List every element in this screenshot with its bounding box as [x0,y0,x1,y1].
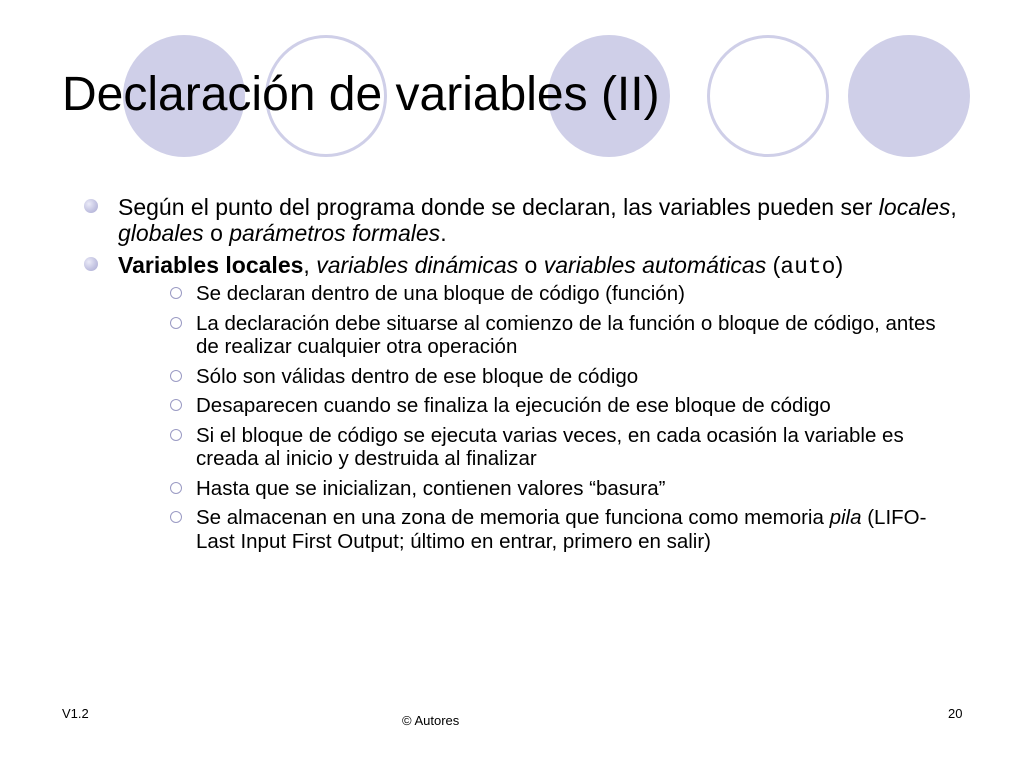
bullet-variable-scope [84,194,964,246]
bullet-dot-icon [84,199,98,213]
text: . [440,220,447,246]
text: ) [835,252,844,278]
ring-bullet-icon [170,370,182,382]
page-number: 20 [948,706,963,721]
bullet-dot-icon [84,257,98,271]
sub-bullet [168,506,964,553]
term-locales: locales [878,194,951,220]
term-pila: pila [829,506,862,529]
ring-bullet-icon [170,317,182,329]
text: , [950,194,957,220]
sub-bullet-list [118,282,964,553]
decorative-ring-4 [707,35,829,157]
sub-bullet [168,424,964,471]
ring-bullet-icon [170,482,182,494]
sub-bullet [168,394,964,418]
text: , [303,252,317,278]
sub-bullet-text: Se almacenan en una zona de memoria que funciona como memoria [196,506,830,529]
footer-version: V1.2 [62,706,89,721]
sub-bullet [168,365,964,389]
term-variables-automaticas: variables automáticas [543,252,767,278]
ring-bullet-icon [170,287,182,299]
term-variables-locales: Variables locales [118,252,304,278]
term-globales: globales [118,220,204,246]
text: o [203,220,230,246]
keyword-auto: auto [780,254,836,280]
sub-bullet [168,312,964,359]
sub-bullet-text: La declaración debe situarse al comienzo de la función o bloque de código, antes de realizar cualquier otra operación [196,311,936,358]
sub-bullet-text: Sólo son válidas dentro de ese bloque de código [196,364,639,388]
ring-bullet-icon [170,511,182,523]
sub-bullet-text: Si el bloque de código se ejecuta varias veces, en cada ocasión la variable es creada al inicio y destruida al finalizar [196,423,904,470]
text: o [518,252,544,278]
ring-bullet-icon [170,399,182,411]
sub-bullet-text: Hasta que se inicializan, contienen valores “basura” [196,476,666,500]
decorative-circle-5 [848,35,970,157]
term-variables-dinamicas: variables dinámicas [316,252,519,278]
sub-bullet-text: Desaparecen cuando se finaliza la ejecución de ese bloque de código [196,394,831,417]
slide-content [84,194,964,559]
bullet-local-variables [84,252,964,553]
slide-title: Declaración de variables (II) [62,68,660,121]
text: Según el punto del programa donde se declaran, las variables pueden ser [118,194,879,220]
ring-bullet-icon [170,429,182,441]
term-parametros-formales: parámetros formales [229,220,441,246]
sub-bullet-text: Se declaran dentro de una bloque de código (función) [196,282,685,305]
sub-bullet-text: (LIFO-Last Input First Output; último en entrar, primero en salir) [196,506,927,553]
footer-authors: © Autores [402,713,460,728]
sub-bullet [168,282,964,306]
sub-bullet [168,477,964,501]
text: ( [766,252,781,278]
